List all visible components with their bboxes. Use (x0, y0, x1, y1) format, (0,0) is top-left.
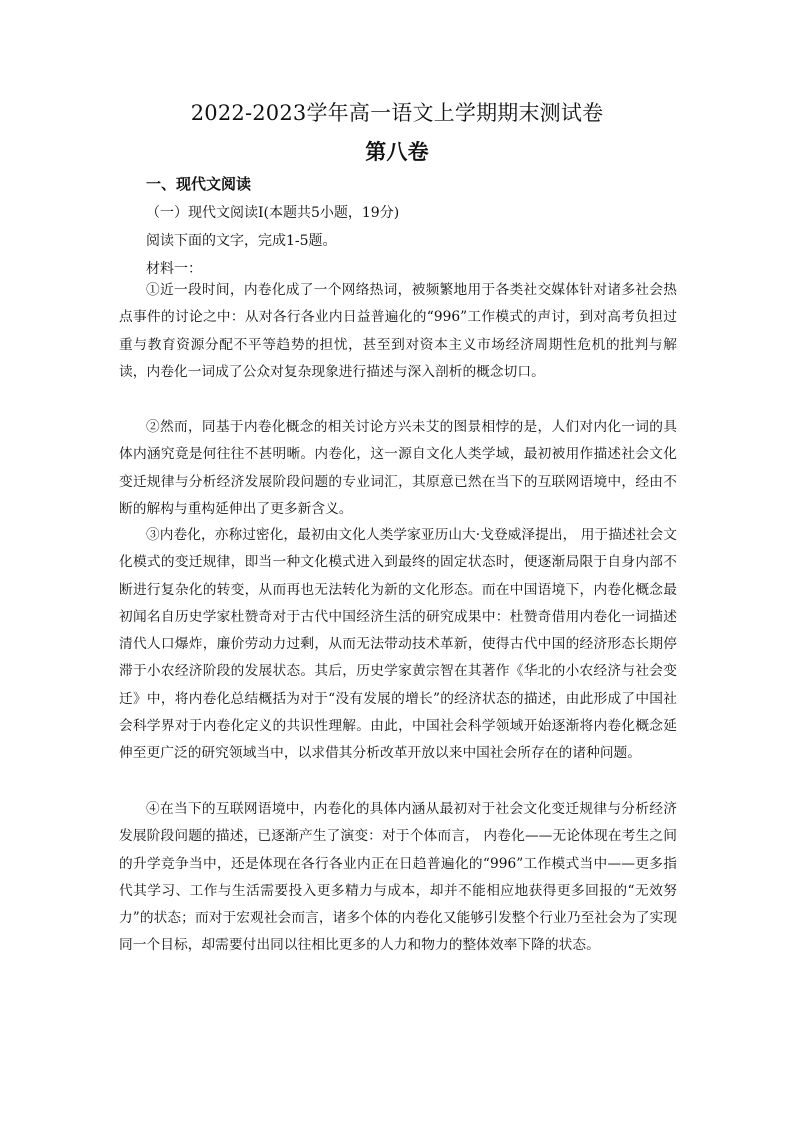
paragraph-4: ④在当下的互联网语境中，内卷化的具体内涵从最初对于社会文化变迁规律与分析经济发展阶段问题的描述，已逐渐产生了演变：对于个体而言， 内卷化——无论体现在考生之间的升学竞争当中，还是体现在各行各业内正在日趋普遍化的“996”工作模式当中——更多指代其学习、工作与生活需要投入更多精力与成本，却并不能相应地获得更多回报的“无效努力”的状态；而对于宏观社会而言，诸多个体的内卷化又能够引发整个行业乃至社会为了实现同一个目标，却需要付出同以往相比更多的人力和物力的整体效率下降的状态。 (119, 801, 677, 954)
paragraph-1: ①近一段时间，内卷化成了一个网络热词，被频繁地用于各类社交媒体针对诸多社会热点事件的讨论之中：从对各行各业内日益普遍化的“996”工作模式的声讨，到对高考负担过重与教育资源分配不平等趋势的担忧，甚至到对资本主义市场经济周期性危机的批判与解读，内卷化一词成了公众对复杂现象进行描述与深入剖析的概念切口。 (119, 282, 677, 380)
paragraph-3: ③内卷化，亦称过密化，最初由文化人类学家亚历山大·戈登威泽提出， 用于描述社会文化模式的变迁规律，即当一种文化模式进入到最终的固定状态时，便逐渐局限于自身内部不断进行复杂化的转变，从而再也无法转化为新的文化形态。而在中国语境下，内卷化概念最初闻名自历史学家杜赞奇对于古代中国经济生活的研究成果中：杜赞奇借用内卷化一词描述清代人口爆炸，廉价劳动力过剩，从而无法带动技术革新，使得古代中国的经济形态长期停滞于小农经济阶段的发展状态。其后，历史学家黄宗智在其著作《华北的小农经济与社会变迁》中，将内卷化总结概括为对于“没有发展的增长”的经济状态的描述，由此形成了中国社会科学界对于内卷化定义的共识性理解。由此，中国社会科学领域开始逐渐将内卷化概念延伸至更广泛的研究领域当中，以求借其分析改革开放以来中国社会所存在的诸种问题。 (119, 527, 677, 762)
paragraph-2: ②然而，同基于内卷化概念的相关讨论方兴未艾的图景相悖的是，人们对内化一词的具体内涵究竟是何往往不甚明晰。内卷化，这一源自文化人类学域，最初被用作描述社会文化变迁规律与分析经济发展阶段问题的专业词汇，其原意已然在当下的互联网语境中，经由不断的解构与重构延伸出了更多新含义。 (119, 419, 677, 517)
document-subtitle: 第八卷 (365, 139, 429, 164)
document-title: 2022-2023学年高一语文上学期期末测试卷 (190, 101, 604, 125)
section-heading: 一、现代文阅读 (146, 175, 252, 193)
material-label: 材料一： (146, 261, 202, 277)
reading-instruction: 阅读下面的文字，完成1-5题。 (146, 233, 337, 249)
subsection-heading: （一）现代文阅读Ⅰ(本题共5小题，19分) (146, 205, 400, 221)
